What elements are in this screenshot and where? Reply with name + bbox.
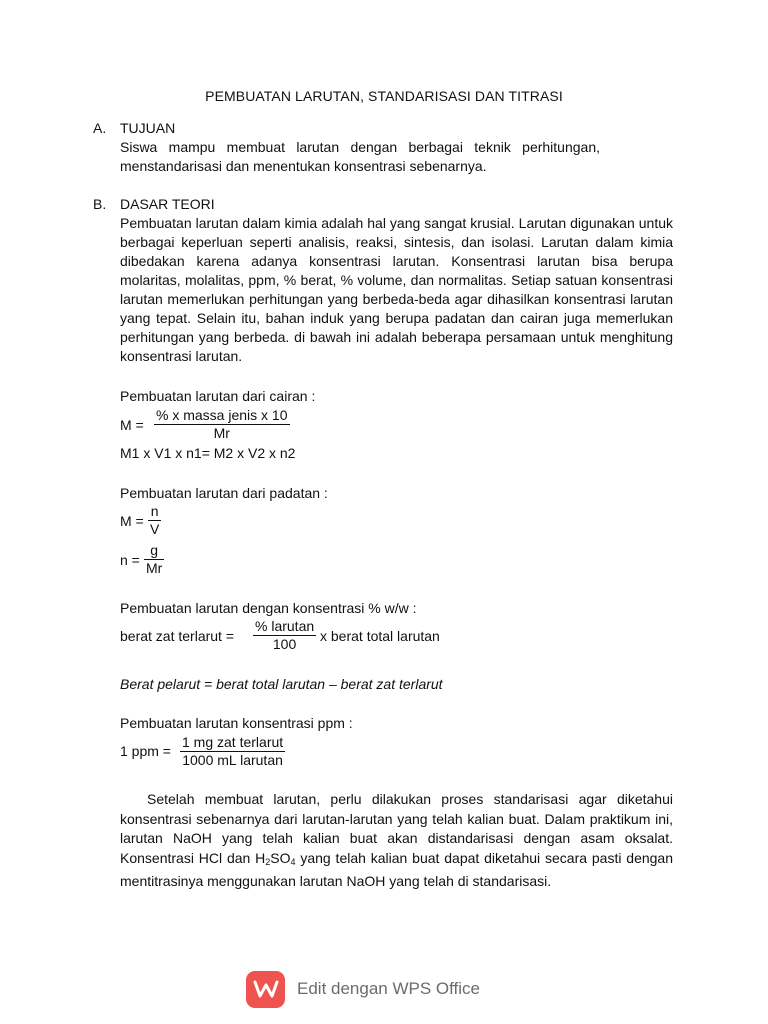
ppm-lhs: 1 ppm =: [120, 743, 171, 759]
section-a-body: Siswa mampu membuat larutan dengan berbagai teknik perhitungan, menstandarisasi dan menentukan konsentrasi sebenarnya.: [120, 139, 600, 174]
wps-office-logo-icon[interactable]: [246, 971, 285, 1008]
closing-sub-1: 2: [265, 856, 271, 867]
liquid-heading: Pembuatan larutan dari cairan :: [120, 388, 316, 404]
ww-rhs: x berat total larutan: [320, 628, 440, 644]
ww-fraction: [253, 618, 316, 653]
solid-n-denominator: Mr: [146, 560, 163, 576]
ppm-heading: Pembuatan larutan konsentrasi ppm :: [120, 715, 353, 731]
solid-n-numerator: g: [150, 542, 159, 558]
wps-edit-label[interactable]: Edit dengan WPS Office: [297, 979, 481, 998]
section-b-heading: DASAR TEORI: [120, 196, 215, 212]
solid-n-lhs: n =: [120, 552, 140, 568]
liquid-fraction: [154, 407, 290, 442]
solid-m-fraction: [148, 503, 161, 538]
ww-denominator: 100: [253, 635, 316, 653]
ppm-numerator: 1 mg zat terlarut: [182, 734, 284, 750]
closing-part-1: Setelah membuat larutan, perlu dilakukan proses standarisasi agar diketahui konsentrasi sebenarnya dari larutan-larutan yang telah kalian buat. Dalam praktikum ini, larutan NaOH yang telah kalian buat akan distandarisasi dengan asam oksalat. Konsentrasi HCl dan H: [120, 791, 673, 866]
liquid-numerator: % x massa jenis x 10: [156, 407, 288, 423]
solid-m-lhs: M =: [120, 513, 144, 529]
section-a-letter: A.: [93, 120, 107, 136]
ww-italic-line: Berat pelarut = berat total larutan – berat zat terlarut: [120, 676, 443, 692]
solid-m-denominator: V: [150, 521, 160, 537]
closing-part-3: yang telah kalian buat dapat diketahui secara pasti dengan mentitrasinya menggunakan larutan NaOH yang telah di standarisasi.: [120, 849, 673, 889]
ww-lhs: berat zat terlarut =: [120, 628, 235, 644]
section-a-heading: TUJUAN: [120, 120, 176, 136]
ww-numerator: % larutan: [255, 618, 315, 634]
solid-heading: Pembuatan larutan dari padatan :: [120, 485, 328, 501]
document-title: PEMBUATAN LARUTAN, STANDARISASI DAN TITRASI: [205, 88, 563, 104]
closing-sub-2: 4: [290, 856, 296, 867]
closing-part-2: SO: [270, 849, 291, 866]
wps-w-glyph-icon: [253, 979, 279, 999]
ppm-fraction: [180, 734, 285, 769]
liquid-lhs: M =: [120, 417, 144, 433]
ppm-denominator: 1000 mL larutan: [180, 751, 285, 769]
liquid-equation-2: M1 x V1 x n1= M2 x V2 x n2: [120, 445, 296, 461]
liquid-denominator: Mr: [154, 424, 290, 442]
solid-n-fraction: [144, 542, 164, 577]
ww-heading: Pembuatan larutan dengan konsentrasi % w/w :: [120, 600, 417, 616]
wps-edit-banner[interactable]: [246, 970, 480, 1008]
closing-paragraph: [120, 790, 673, 892]
solid-m-numerator: n: [150, 503, 159, 519]
section-b-letter: B.: [93, 196, 107, 212]
section-b-body: Pembuatan larutan dalam kimia adalah hal yang sangat krusial. Larutan digunakan untuk berbagai keperluan seperti analisis, reaksi, sintesis, dan isolasi. Larutan dalam kimia dibedakan karena adanya konsentrasi larutan. Konsentrasi larutan bisa berupa molaritas, molalitas, ppm, % berat, % volume, dan normalitas. Setiap satuan konsentrasi larutan memerlukan perhitungan yang berbeda-beda agar dihasilkan konsentrasi larutan yang tepat. Selain itu, bahan induk yang berupa padatan dan cairan juga memerlukan perhitungan yang berbeda. di bawah ini adalah beberapa persamaan untuk menghitung konsentrasi larutan.: [120, 215, 673, 364]
